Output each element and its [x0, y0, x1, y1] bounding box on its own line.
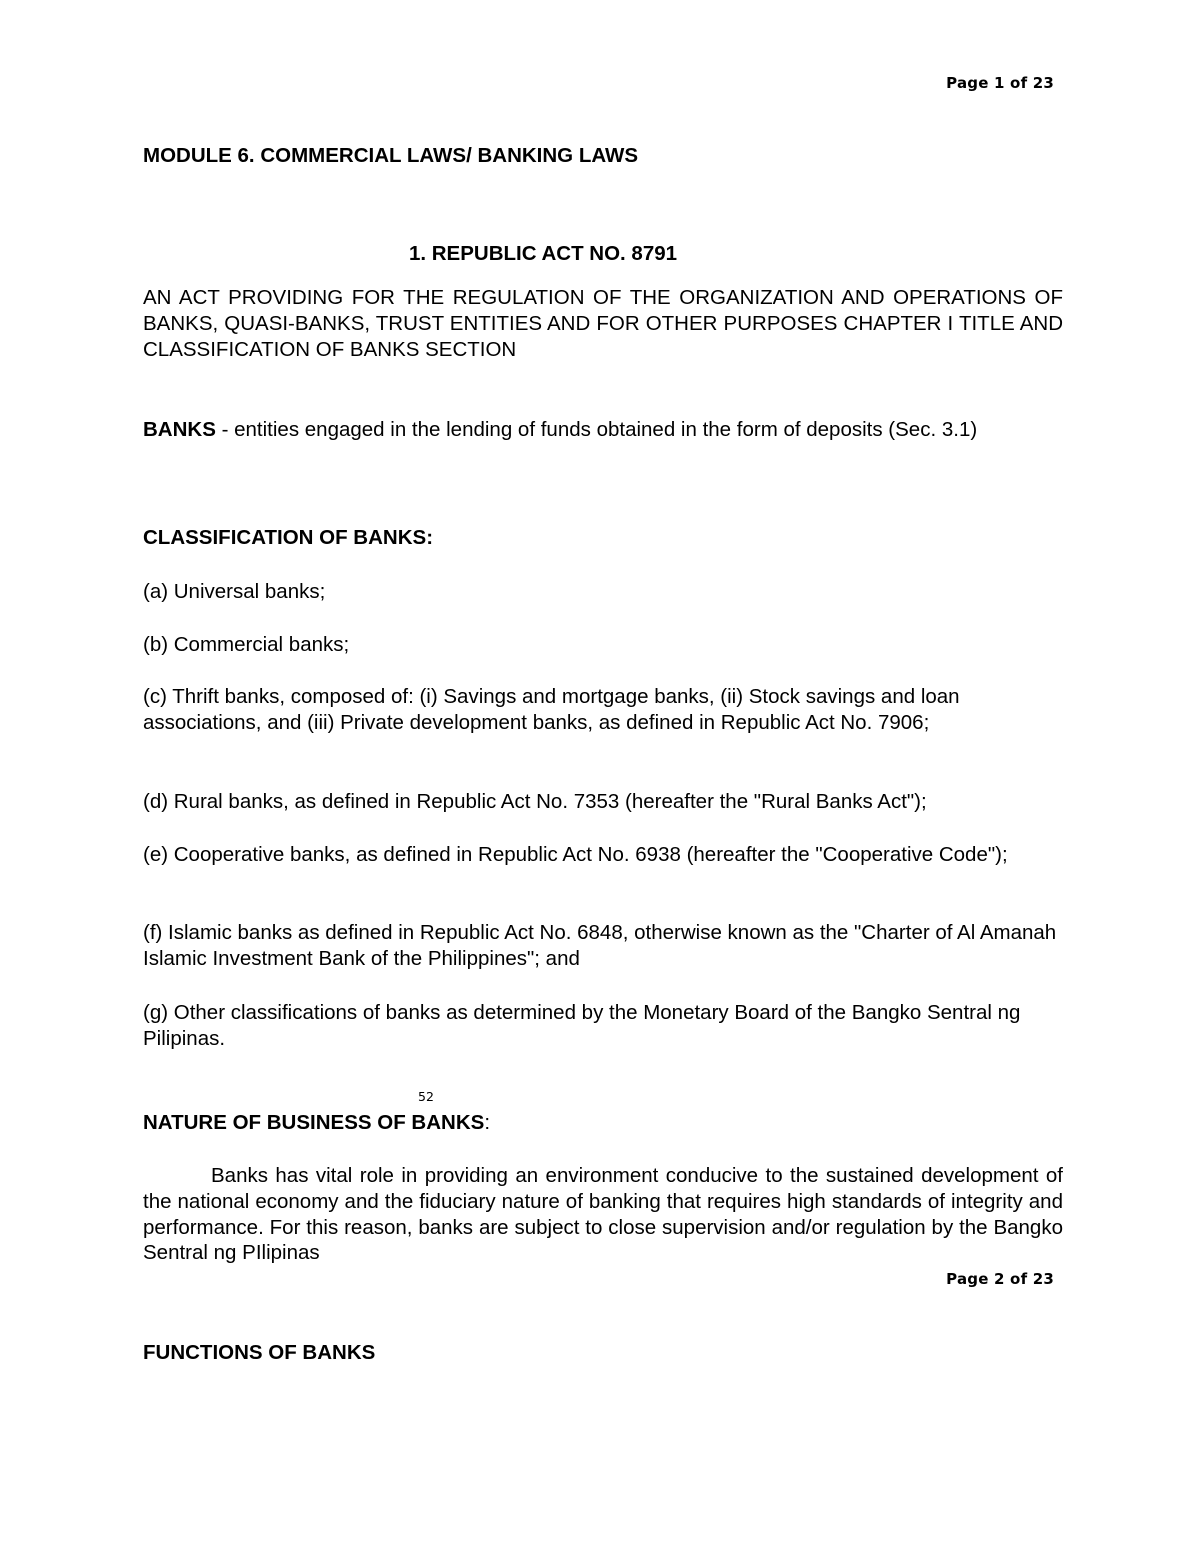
- functions-heading: FUNCTIONS OF BANKS: [143, 1341, 376, 1364]
- footer-page-number: 52: [418, 1089, 434, 1104]
- classification-item-b: (b) Commercial banks;: [143, 633, 350, 656]
- classification-item-a: (a) Universal banks;: [143, 580, 326, 603]
- classification-item-c: (c) Thrift banks, composed of: (i) Savings and mortgage banks, (ii) Stock savings and loan associations, and (iii) Private development banks, as defined in Republic Act No. 7906;: [143, 685, 960, 734]
- nature-heading-text: NATURE OF BUSINESS OF BANKS: [143, 1111, 485, 1134]
- nature-paragraph: Banks has vital role in providing an environment conducive to the sustained development of the national economy and the fiduciary nature of banking that requires high standards of integrity and performance. For this reason, banks are subject to close supervision and/or regulation by the Bangko Sentral ng PIlipinas: [143, 1164, 1063, 1265]
- classification-heading: CLASSIFICATION OF BANKS:: [143, 526, 434, 549]
- banks-term: BANKS: [143, 418, 216, 441]
- nature-heading: [143, 1110, 1063, 1136]
- classification-item-e: (e) Cooperative banks, as defined in Republic Act No. 6938 (hereafter the "Cooperative Code");: [143, 843, 1008, 866]
- banks-definition-text: - entities engaged in the lending of funds obtained in the form of deposits (Sec. 3.1): [215, 418, 978, 441]
- act-heading-text: 1. REPUBLIC ACT NO. 8791: [408, 242, 678, 265]
- module-title: MODULE 6. COMMERCIAL LAWS/ BANKING LAWS: [143, 144, 639, 167]
- act-description: AN ACT PROVIDING FOR THE REGULATION OF THE ORGANIZATION AND OPERATIONS OF BANKS, QUASI-BANKS, TRUST ENTITIES AND FOR OTHER PURPOSES CHAPTER I TITLE AND CLASSIFICATION OF BANKS SECTION: [143, 286, 1063, 361]
- page-number-1: Page 1 of 23: [946, 74, 1054, 92]
- banks-definition: [143, 417, 1063, 443]
- classification-item-f: (f) Islamic banks as defined in Republic Act No. 6848, otherwise known as the "Charter of Al Amanah Islamic Investment Bank of the Philippines"; and: [143, 921, 1057, 970]
- classification-item-d: (d) Rural banks, as defined in Republic Act No. 7353 (hereafter the "Rural Banks Act");: [143, 790, 927, 813]
- nature-heading-colon: :: [484, 1111, 491, 1134]
- act-heading: [0, 241, 1200, 267]
- classification-item-g: (g) Other classifications of banks as determined by the Monetary Board of the Bangko Sentral ng Pilipinas.: [143, 1001, 1021, 1050]
- page-number-2: Page 2 of 23: [946, 1270, 1054, 1288]
